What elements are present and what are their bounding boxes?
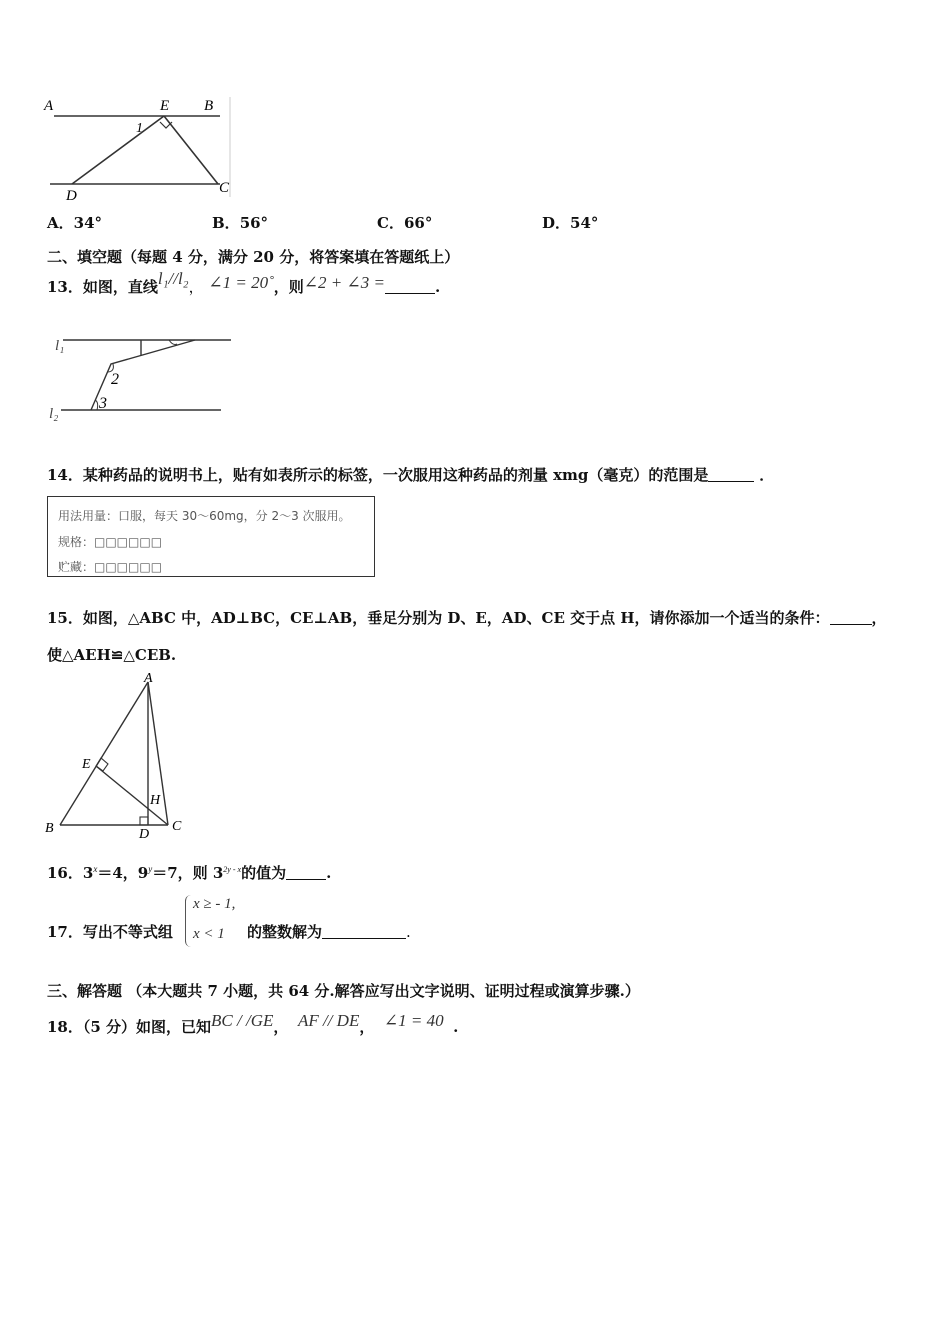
segment-ed — [72, 116, 164, 184]
q17-brace — [185, 895, 192, 947]
label-d: D — [66, 188, 77, 204]
right-angle-d — [140, 817, 148, 825]
label-spec: 规格：□□□□□□ — [58, 535, 163, 549]
label-c: C — [219, 180, 230, 196]
q13-math-sum: ∠2 + ∠3 = — [303, 273, 385, 292]
section2-heading: 二、填空题（每题 4 分，满分 20 分，将答案填在答题纸上） — [47, 248, 460, 266]
q17-answer-blank — [322, 924, 406, 939]
q17-inequality-a: x ≥ - 1, — [193, 896, 236, 912]
q15-line2: 使△AEH≌△CEB. — [47, 646, 177, 664]
option-d: D．54° — [542, 214, 599, 232]
q18-math-af-de: AF // DE — [297, 1011, 360, 1030]
q15-answer-blank — [830, 610, 872, 625]
q17-inequality-b: x < 1 — [193, 926, 225, 942]
label-l2: l₂ — [49, 406, 59, 422]
label-d: D — [139, 827, 150, 842]
q13-figure — [45, 328, 245, 428]
label-a: A — [44, 98, 54, 114]
medicine-label — [47, 496, 375, 577]
section3-heading: 三、解答题 （本大题共 7 小题，共 64 分.解答应写出文字说明、证明过程或演算步骤.） — [47, 982, 640, 1000]
label-b: B — [204, 98, 214, 114]
option-a: A．34° — [47, 214, 103, 232]
q12-figure — [40, 92, 240, 202]
segment-ec — [164, 116, 218, 184]
option-c: C．66° — [377, 214, 433, 232]
q14-text: 14．某种药品的说明书上，贴有如表所示的标签，一次服用这种药品的剂量 xmg（毫克）的范围是 ． — [47, 466, 775, 484]
side-ab — [60, 682, 148, 825]
q18-math-bc-ge: BC / /GE — [211, 1011, 274, 1030]
label-angle-3: 3 — [99, 395, 107, 412]
q14-answer-blank — [708, 467, 754, 482]
label-c: C — [172, 819, 182, 834]
q13-math-parallel: l₁//l₂ — [157, 269, 189, 288]
label-l1: l₁ — [55, 338, 65, 354]
label-b: B — [45, 821, 54, 836]
q18-text: 18．（5 分）如图，已知BC / /GE， AF // DE， ∠1 = 40 . — [47, 1011, 459, 1036]
q16-text: 16．$3^x=4$，$9^y=7$，则 $3^{2y - x}$的值为 . — [47, 864, 332, 882]
q15-figure — [40, 672, 200, 842]
q16-answer-blank — [286, 865, 326, 880]
label-angle-1: 1 — [136, 121, 143, 136]
label-angle-2: 2 — [111, 371, 119, 388]
label-dosage: 用法用量：口服，每天 30～60mg，分 2～3 次服用。 — [58, 509, 351, 523]
q17-suffix: 的整数解为 . — [247, 923, 411, 941]
option-b: B．56° — [212, 214, 269, 232]
q15-line1: 15．如图，△ABC 中，AD⊥BC，CE⊥AB，垂足分别为 D、E，AD、CE 交于点 H，请你添加一个适当的条件： ， — [47, 609, 887, 627]
q18-math-angle1: ∠1 = 40 — [383, 1011, 444, 1030]
label-h: H — [150, 793, 161, 808]
label-storage: 贮藏：□□□□□□ — [58, 560, 163, 574]
q13-math-angle1: ∠1 = 20˚ — [208, 273, 274, 292]
q13-answer-blank — [385, 279, 435, 294]
label-a: A — [144, 671, 153, 686]
q13-text: 13．如图，直线l₁//l₂， ∠1 = 20˚，则∠2 + ∠3 = . — [47, 269, 441, 296]
label-e: E — [160, 98, 170, 114]
label-e: E — [82, 757, 91, 772]
q17-prefix: 17．写出不等式组 — [47, 923, 173, 941]
